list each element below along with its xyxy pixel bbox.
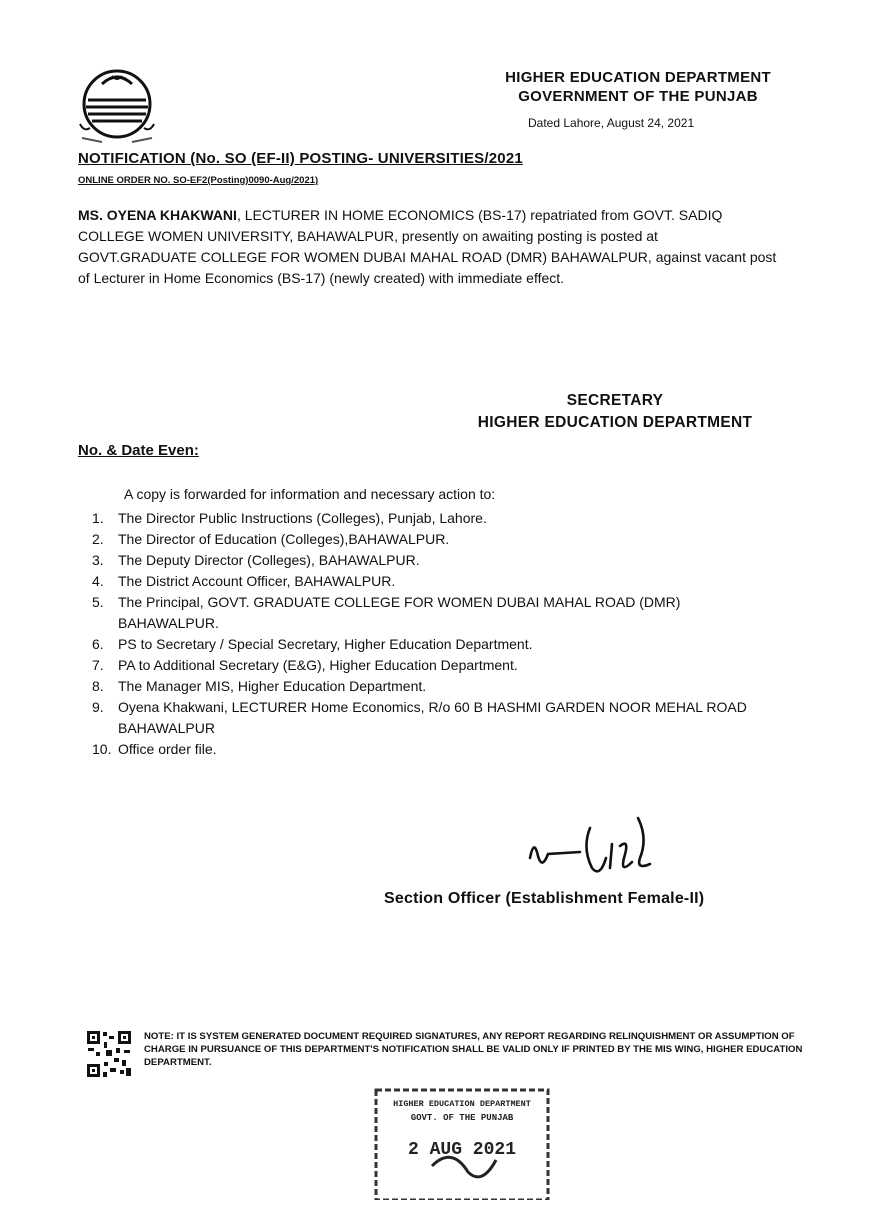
list-item: 4. The District Account Officer, BAHAWALPUR.: [92, 573, 396, 589]
section-officer-title: Section Officer (Establishment Female-II): [384, 890, 705, 907]
government-name: GOVERNMENT OF THE PUNJAB: [518, 88, 758, 105]
received-stamp-icon: [372, 1086, 552, 1200]
signatory-department: HIGHER EDUCATION DEPARTMENT: [477, 414, 753, 431]
list-item: 6. PS to Secretary / Special Secretary, Higher Education Department.: [92, 636, 533, 652]
department-header: [505, 68, 771, 106]
department-name: HIGHER EDUCATION DEPARTMENT: [505, 69, 771, 86]
stamp-line-2: GOVT. OF THE PUNJAB: [410, 1113, 514, 1123]
list-item: 1. The Director Public Instructions (Colleges), Punjab, Lahore.: [92, 510, 487, 526]
list-item: 8. The Manager MIS, Higher Education Department.: [92, 678, 427, 694]
system-generated-note: NOTE: IT IS SYSTEM GENERATED DOCUMENT REQUIRED SIGNATURES, ANY REPORT REGARDING RELINQUISHMENT OR ASSUMPTION OF CHARGE IN PURSUANCE OF THIS DEPARTMENT'S NOTIFICATION SHALL BE VALID ONLY IF PRINTED BY THE MIS WING, HIGHER EDUCATION DEPARTMENT.: [144, 1031, 803, 1068]
dated-line: Dated Lahore, August 24, 2021: [528, 116, 695, 130]
notification-body: [78, 205, 778, 289]
list-item: 10. Office order file.: [92, 741, 217, 757]
list-item: 3. The Deputy Director (Colleges), BAHAWALPUR.: [92, 552, 420, 568]
stamp-line-1: HIGHER EDUCATION DEPARTMENT: [393, 1099, 531, 1109]
list-item: 9. Oyena Khakwani, LECTURER Home Economics, R/o 60 B HASHMI GARDEN NOOR MEHAL ROAD BAHAWALPUR: [92, 699, 747, 736]
body-text: , LECTURER IN HOME ECONOMICS (BS-17) repatriated from GOVT. SADIQ COLLEGE WOMEN UNIVERSITY, BAHAWALPUR, presently on awaiting posting is posted at GOVT.GRADUATE COLLEGE FOR WOMEN DUBAI MAHAL ROAD (DMR) BAHAWALPUR, against vacant post of Lecturer in Home Economics (BS-17) (newly created) with immediate effect.: [78, 207, 777, 286]
copy-recipients-list: [92, 508, 752, 760]
signatory-block: [450, 390, 780, 434]
stamp-date: 2 AUG 2021: [407, 1140, 517, 1160]
no-date-even-heading: No. & Date Even:: [78, 442, 199, 459]
online-order-number: ONLINE ORDER NO. SO-EF2(Posting)0090-Aug/2021): [78, 175, 319, 186]
punjab-emblem-icon: [72, 62, 162, 152]
list-item: 2. The Director of Education (Colleges),BAHAWALPUR.: [92, 531, 450, 547]
qr-code-icon: [86, 1030, 132, 1078]
notification-title: NOTIFICATION (No. SO (EF-II) POSTING- UNIVERSITIES/2021: [78, 150, 523, 167]
copy-forward-intro: A copy is forwarded for information and necessary action to:: [124, 486, 496, 502]
list-item: 5. The Principal, GOVT. GRADUATE COLLEGE FOR WOMEN DUBAI MAHAL ROAD (DMR) BAHAWALPUR.: [92, 594, 681, 631]
officer-name: MS. OYENA KHAKWANI: [78, 207, 237, 223]
handwritten-signature: [520, 808, 670, 888]
list-item: 7. PA to Additional Secretary (E&G), Higher Education Department.: [92, 657, 518, 673]
signatory-title: SECRETARY: [566, 392, 664, 409]
